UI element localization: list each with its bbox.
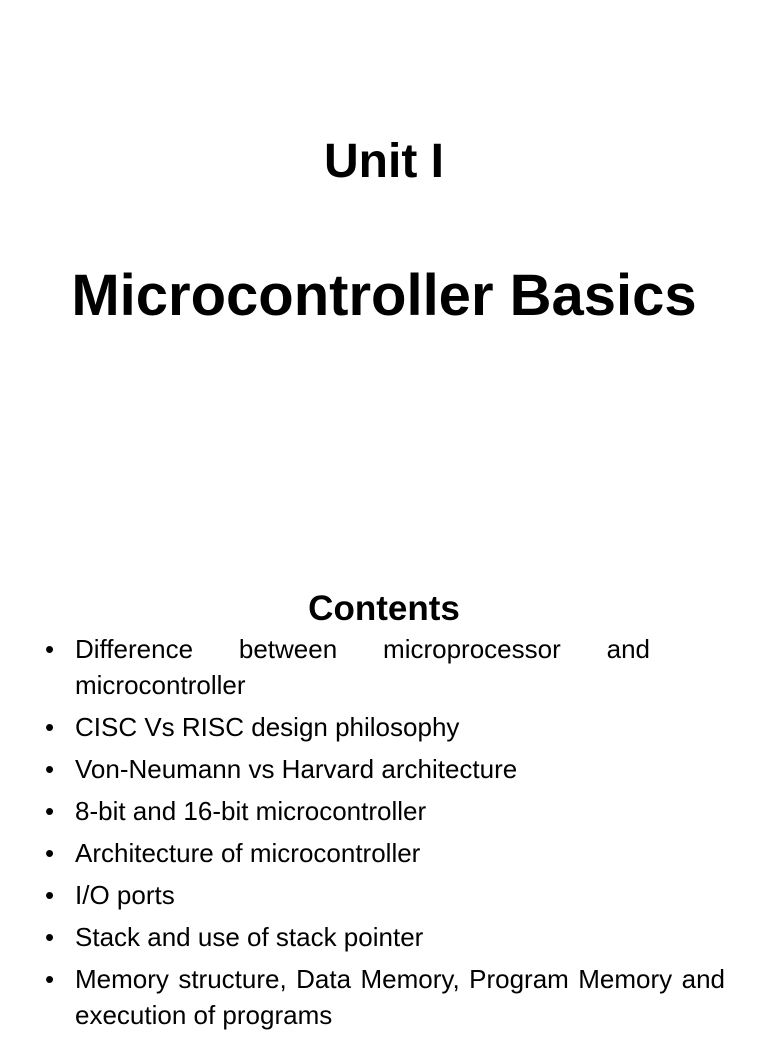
- bullet-icon: •: [45, 880, 55, 910]
- main-title: Microcontroller Basics: [71, 263, 697, 328]
- list-item-text: Stack and use of stack pointer: [75, 922, 424, 952]
- list-item-text: CISC Vs RISC design philosophy: [75, 712, 460, 742]
- list-item-text: Von-Neumann vs Harvard architecture: [75, 754, 518, 784]
- list-item-text: Memory structure, Data Memory, Program Memory and execution of programs: [75, 964, 725, 1030]
- list-item: [45, 709, 725, 745]
- list-item-text: Difference between microprocessor and microcontroller: [75, 634, 650, 700]
- contents-list: [45, 631, 725, 1039]
- list-item-text: I/O ports: [75, 880, 175, 910]
- bullet-icon: •: [45, 922, 55, 952]
- bullet-icon: •: [45, 838, 55, 868]
- bullet-icon: •: [45, 796, 55, 826]
- bullet-icon: •: [45, 964, 55, 994]
- list-item: [45, 877, 725, 913]
- list-item-text: Architecture of microcontroller: [75, 838, 421, 868]
- list-item: [45, 835, 725, 871]
- list-item: [45, 793, 725, 829]
- list-item-text: 8-bit and 16-bit microcontroller: [75, 796, 427, 826]
- contents-slide: [0, 576, 768, 1030]
- bullet-icon: •: [45, 712, 55, 742]
- bullet-icon: •: [45, 634, 55, 664]
- list-item: [45, 631, 725, 703]
- unit-title: Unit I: [324, 135, 444, 188]
- bullet-icon: •: [45, 754, 55, 784]
- list-item: [45, 919, 725, 955]
- contents-heading: Contents: [308, 589, 460, 628]
- list-item: [45, 961, 725, 1033]
- list-item: [45, 751, 725, 787]
